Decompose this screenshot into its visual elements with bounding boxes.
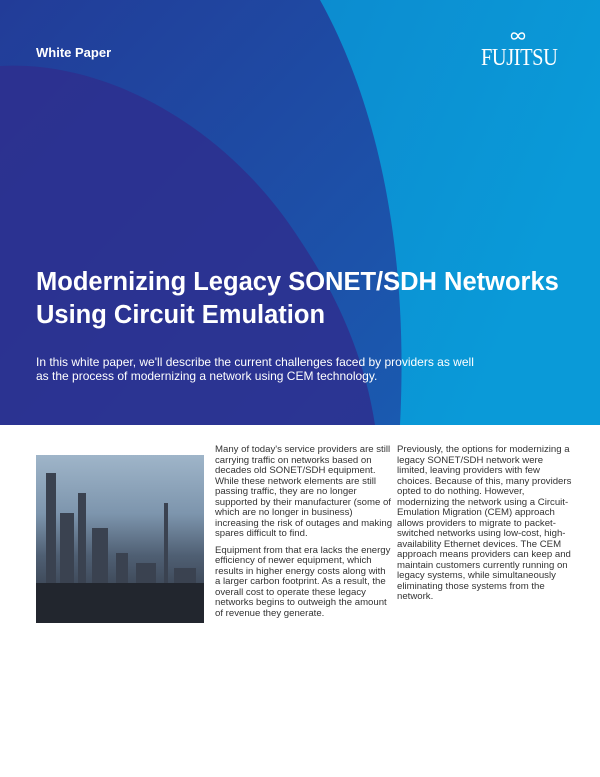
fujitsu-logo (481, 30, 571, 74)
logo-text: FUJITSU (481, 45, 558, 71)
paragraph: Previously, the options for modernizing a legacy SONET/SDH network were limited, leaving providers with few choices. Because of this, many providers opted to do nothing. However, modernizing the network using a Circuit-Emulation Migration (CEM) approach allows providers to migrate to packet-switched networks using low-cost, high-availability Ethernet devices. The CEM approach means providers can keep and maintain customers currently running on legacy systems, while simultaneously eliminating those systems from the network. (397, 444, 572, 602)
document-type-label: White Paper (36, 45, 112, 60)
page-title: Modernizing Legacy SONET/SDH Networks Using Circuit Emulation (36, 268, 559, 329)
body-column-2 (397, 445, 575, 609)
city-skyline-image (36, 455, 204, 623)
infinity-icon (510, 30, 526, 42)
subtitle: In this white paper, we'll describe the current challenges faced by providers as well as the process of modernizing a network using CEM technology. (36, 355, 474, 383)
paragraph: Equipment from that era lacks the energy efficiency of newer equipment, which results in higher energy costs along with a larger carbon footprint. As a result, the overall cost to operate these legacy networks begins to outweigh the amount of revenue they generate. (215, 544, 391, 619)
body-column-1 (215, 445, 393, 625)
paragraph: Many of today's service providers are still carrying traffic on networks based on decades old SONET/SDH equipment. While these network elements are still passing traffic, they are no longer supported by their manufacturer (some of which are no longer in business) increasing the risk of outages and making spares difficult to find. (215, 444, 393, 539)
